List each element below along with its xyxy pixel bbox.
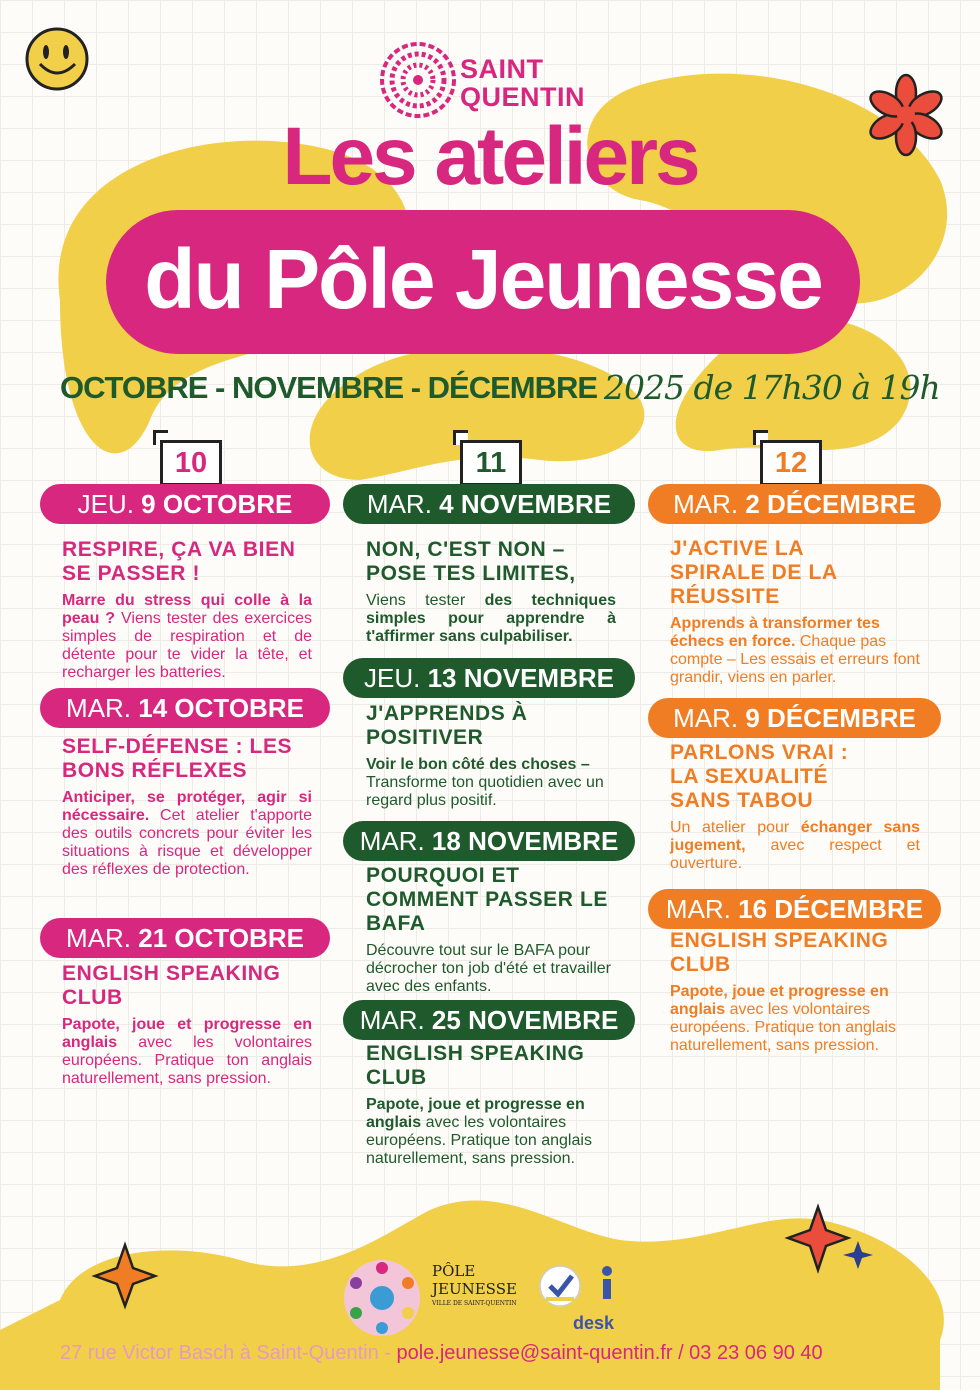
- month-tab-november: 11: [460, 440, 522, 486]
- date-pill-21-octobre: MAR. 21 OCTOBRE: [40, 918, 330, 958]
- quality-label-icon: [538, 1264, 582, 1308]
- date-pill-18-novembre: MAR. 18 NOVEMBRE: [343, 821, 635, 861]
- eurodesk-logo: eurodesk: [534, 1313, 615, 1333]
- date-pill-9-octobre: JEU. 9 OCTOBRE: [40, 484, 330, 524]
- event-english-club-nov: [366, 1042, 616, 1168]
- event-english-club-dec: [670, 929, 920, 1055]
- date-pill-4-novembre: MAR. 4 NOVEMBRE: [343, 484, 635, 524]
- event-bafa: [366, 864, 616, 996]
- date-pill-25-novembre: MAR. 25 NOVEMBRE: [343, 1000, 635, 1040]
- event-spirale: [670, 537, 920, 687]
- date-pill-9-decembre: MAR. 9 DÉCEMBRE: [648, 698, 941, 738]
- event-positiver: [366, 702, 616, 810]
- event-title: ENGLISH SPEAKING CLUB: [62, 962, 281, 1009]
- pole-jeunesse-wordmark: PÔLE JEUNESSE VILLE DE SAINT-QUENTIN: [432, 1262, 517, 1307]
- month-tab-october: 10: [160, 440, 222, 486]
- event-title: ENGLISH SPEAKING CLUB: [670, 929, 889, 976]
- period-hours: 2025 de 17h30 à 19h: [604, 368, 940, 407]
- event-description: Un atelier pour échanger sans jugement, avec respect et ouverture.: [670, 819, 921, 872]
- event-description: Papote, joue et progresse en anglais avec les volontaires européens. Pratique ton anglais naturellement, sans pression.: [366, 1096, 592, 1167]
- event-description: Voir le bon côté des choses – Transforme ton quotidien avec un regard plus positif.: [366, 756, 604, 809]
- event-respire: [62, 538, 312, 682]
- event-description: Anticiper, se protéger, agir si nécessaire. Cet atelier t'apporte des outils concrets pour éviter les situations à risque et développer des réflexes de protection.: [62, 789, 312, 878]
- contact-email-phone[interactable]: pole.jeunesse@saint-quentin.fr / 03 23 06 90 40: [396, 1342, 823, 1364]
- smiley-icon: [27, 29, 87, 89]
- period-months: OCTOBRE - NOVEMBRE - DÉCEMBRE: [60, 370, 598, 405]
- event-self-defense: [62, 735, 312, 879]
- event-title: J'APPRENDS À POSITIVER: [366, 702, 528, 749]
- title-line-2: du Pôle Jeunesse: [144, 232, 822, 326]
- saint-quentin-logo-icon: [380, 42, 456, 118]
- event-description: Marre du stress qui colle à la peau ? Viens tester des exercices simples de respiration et de détente pour te vider la tête, et recharger les batteries.: [62, 592, 313, 681]
- pole-jeunesse-logo-icon: [338, 1254, 426, 1342]
- date-pill-13-novembre: JEU. 13 NOVEMBRE: [343, 658, 635, 698]
- date-pill-14-octobre: MAR. 14 OCTOBRE: [40, 688, 330, 728]
- event-title: ENGLISH SPEAKING CLUB: [366, 1042, 585, 1089]
- event-title: POURQUOI ET COMMENT PASSER LE BAFA: [366, 864, 608, 935]
- event-title: PARLONS VRAI : LA SEXUALITÉ SANS TABOU: [670, 741, 849, 812]
- date-pill-16-decembre: MAR. 16 DÉCEMBRE: [648, 889, 941, 929]
- event-description: Découvre tout sur le BAFA pour décrocher ton job d'été et travailler avec des enfants.: [366, 942, 611, 995]
- information-jeunesse-icon: [596, 1265, 618, 1307]
- event-description: Apprends à transformer tes échecs en force. Chaque pas compte – Les essais et erreurs font grandir, viens en parler.: [670, 615, 920, 686]
- month-tab-december: 12: [760, 440, 822, 486]
- event-description: Papote, joue et progresse en anglais avec les volontaires européens. Pratique ton anglais naturellement, sans pression.: [670, 983, 896, 1054]
- date-pill-2-decembre: MAR. 2 DÉCEMBRE: [648, 484, 941, 524]
- event-title: J'ACTIVE LA SPIRALE DE LA RÉUSSITE: [670, 537, 837, 608]
- event-title: NON, C'EST NON – POSE TES LIMITES,: [366, 538, 576, 585]
- saint-quentin-logo-text: SAINT QUENTIN: [460, 54, 585, 112]
- title-line-1: Les ateliers: [282, 111, 698, 202]
- event-description: Viens tester des techniques simples pour apprendre à t'affirmer sans culpabiliser.: [366, 592, 616, 645]
- event-description: Papote, joue et progresse en anglais avec les volontaires européens. Pratique ton anglais naturellement, sans pression.: [62, 1016, 312, 1087]
- footer-contact: 27 rue Victor Basch à Saint-Quentin - pole.jeunesse@saint-quentin.fr / 03 23 06 90 40: [60, 1342, 823, 1364]
- event-sexualite: [670, 741, 920, 873]
- event-english-club-oct: [62, 962, 312, 1088]
- event-non-cest-non: [366, 538, 616, 646]
- event-title: SELF-DÉFENSE : LES BONS RÉFLEXES: [62, 735, 293, 782]
- event-title: RESPIRE, ÇA VA BIEN SE PASSER !: [62, 538, 296, 585]
